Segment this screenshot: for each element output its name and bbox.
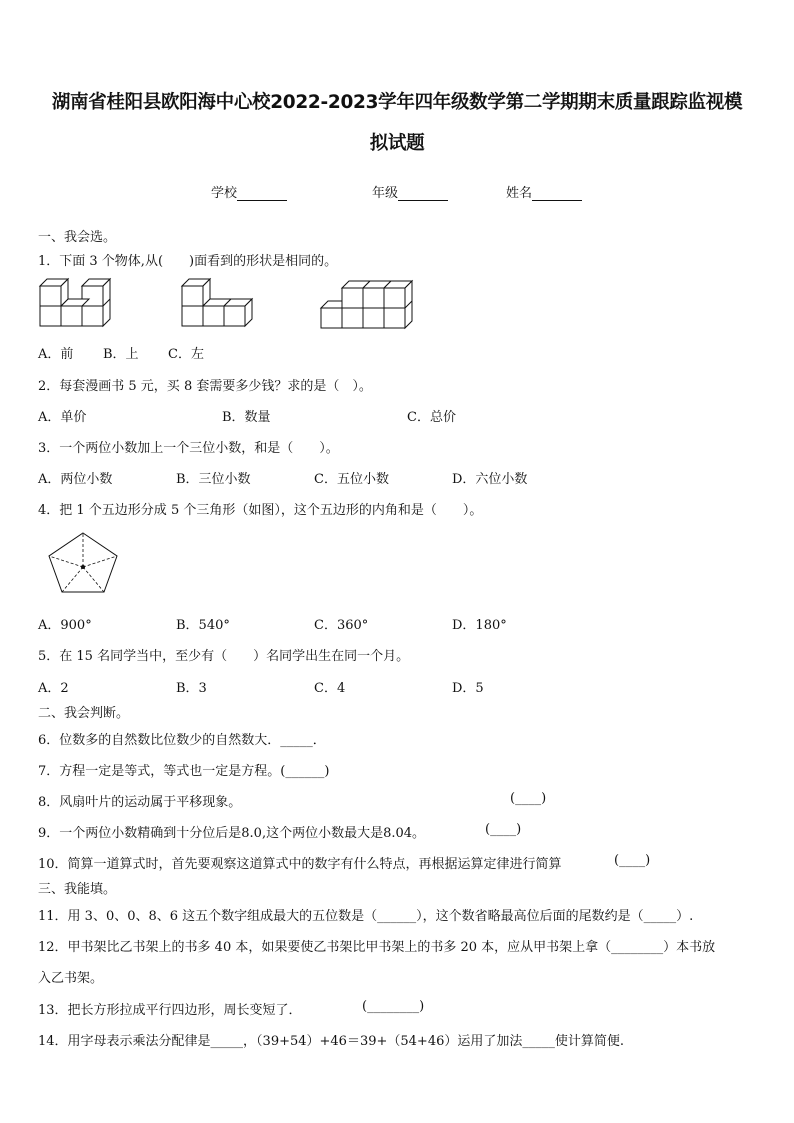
pentagon-figure (46, 530, 120, 596)
q5-option-b[interactable]: B．3 (176, 681, 207, 696)
q1-option-b[interactable]: B．上 (103, 347, 139, 362)
school-blank[interactable] (237, 186, 287, 201)
school-field (211, 182, 287, 201)
cube-object-2 (182, 279, 252, 326)
q3-option-c[interactable]: C．五位小数 (314, 472, 389, 487)
question-5: 5．在 15 名同学当中，至少有（ ）名同学出生在同一个月。 (38, 649, 410, 664)
q10-answer-blank[interactable]: (____) (614, 853, 651, 868)
q8-answer-blank[interactable]: (____) (510, 791, 547, 806)
q13-answer-blank[interactable]: (________) (362, 999, 425, 1014)
question-4: 4．把 1 个五边形分成 5 个三角形（如图），这个五边形的内角和是（ ）。 (38, 503, 483, 518)
question-12-line1: 12．甲书架比乙书架上的书多 40 本，如果要使乙书架比甲书架上的书多 20 本，应从甲书架上拿（________）本书放 (38, 940, 716, 955)
question-12-line2: 入乙书架。 (38, 971, 104, 986)
school-label: 学校 (211, 186, 238, 201)
q3-option-a[interactable]: A．两位小数 (38, 472, 113, 487)
grade-blank[interactable] (398, 186, 448, 201)
question-14: 14．用字母表示乘法分配律是_____，（39+54）+46＝39+（54+46）运用了加法_____使计算简便. (38, 1034, 624, 1049)
exam-title-line2: 拟试题 (369, 133, 425, 154)
q4-option-c[interactable]: C．360° (314, 618, 369, 633)
question-11: 11．用 3、0、0、8、6 这五个数字组成最大的五位数是（______），这个数省略最高位后面的尾数约是（_____）. (38, 909, 694, 924)
q3-option-b[interactable]: B．三位小数 (176, 472, 251, 487)
question-6: 6．位数多的自然数比位数少的自然数大．_____． (38, 733, 326, 748)
cube-object-3 (321, 281, 412, 328)
cube-figures (38, 276, 418, 332)
question-1: 1．下面 3 个物体,从( )面看到的形状是相同的。 (38, 254, 338, 269)
question-8: 8．风扇叶片的运动属于平移现象。 (38, 795, 242, 810)
question-2: 2．每套漫画书 5 元，买 8 套需要多少钱？求的是（ ）。 (38, 379, 372, 394)
q5-option-a[interactable]: A．2 (38, 681, 69, 696)
q2-option-a[interactable]: A．单价 (38, 410, 87, 425)
q4-option-d[interactable]: D．180° (452, 618, 507, 633)
q2-option-b[interactable]: B．数量 (222, 410, 271, 425)
q5-option-d[interactable]: D．5 (452, 681, 484, 696)
cube-object-1 (40, 279, 110, 326)
q5-option-c[interactable]: C．4 (314, 681, 346, 696)
name-field (506, 182, 582, 201)
question-3: 3．一个两位小数加上一个三位小数，和是（ ）。 (38, 441, 339, 456)
name-label: 姓名 (506, 186, 533, 201)
question-10: 10．简算一道算式时，首先要观察这道算式中的数字有什么特点，再根据运算定律进行简算 (38, 857, 562, 872)
question-13: 13．把长方形拉成平行四边形，周长变短了． (38, 1003, 302, 1018)
q4-option-b[interactable]: B．540° (176, 618, 230, 633)
section-fill-heading: 三、我能填。 (38, 882, 117, 897)
q1-option-c[interactable]: C．左 (168, 347, 204, 362)
q2-option-c[interactable]: C．总价 (407, 410, 456, 425)
q9-answer-blank[interactable]: (____) (485, 822, 522, 837)
section-judge-heading: 二、我会判断。 (38, 706, 130, 721)
section-choice-heading: 一、我会选。 (38, 230, 117, 245)
question-7: 7．方程一定是等式，等式也一定是方程。(______) (38, 764, 330, 779)
question-9: 9．一个两位小数精确到十分位后是8.0,这个两位小数最大是8.04。 (38, 826, 426, 841)
q3-option-d[interactable]: D．六位小数 (452, 472, 528, 487)
grade-field (372, 182, 448, 201)
name-blank[interactable] (532, 186, 582, 201)
q4-option-a[interactable]: A．900° (38, 618, 92, 633)
grade-label: 年级 (372, 186, 399, 201)
q1-option-a[interactable]: A．前 (38, 347, 74, 362)
exam-title-line1: 湖南省桂阳县欧阳海中心校2022-2023学年四年级数学第二学期期末质量跟踪监视模 (51, 92, 743, 113)
